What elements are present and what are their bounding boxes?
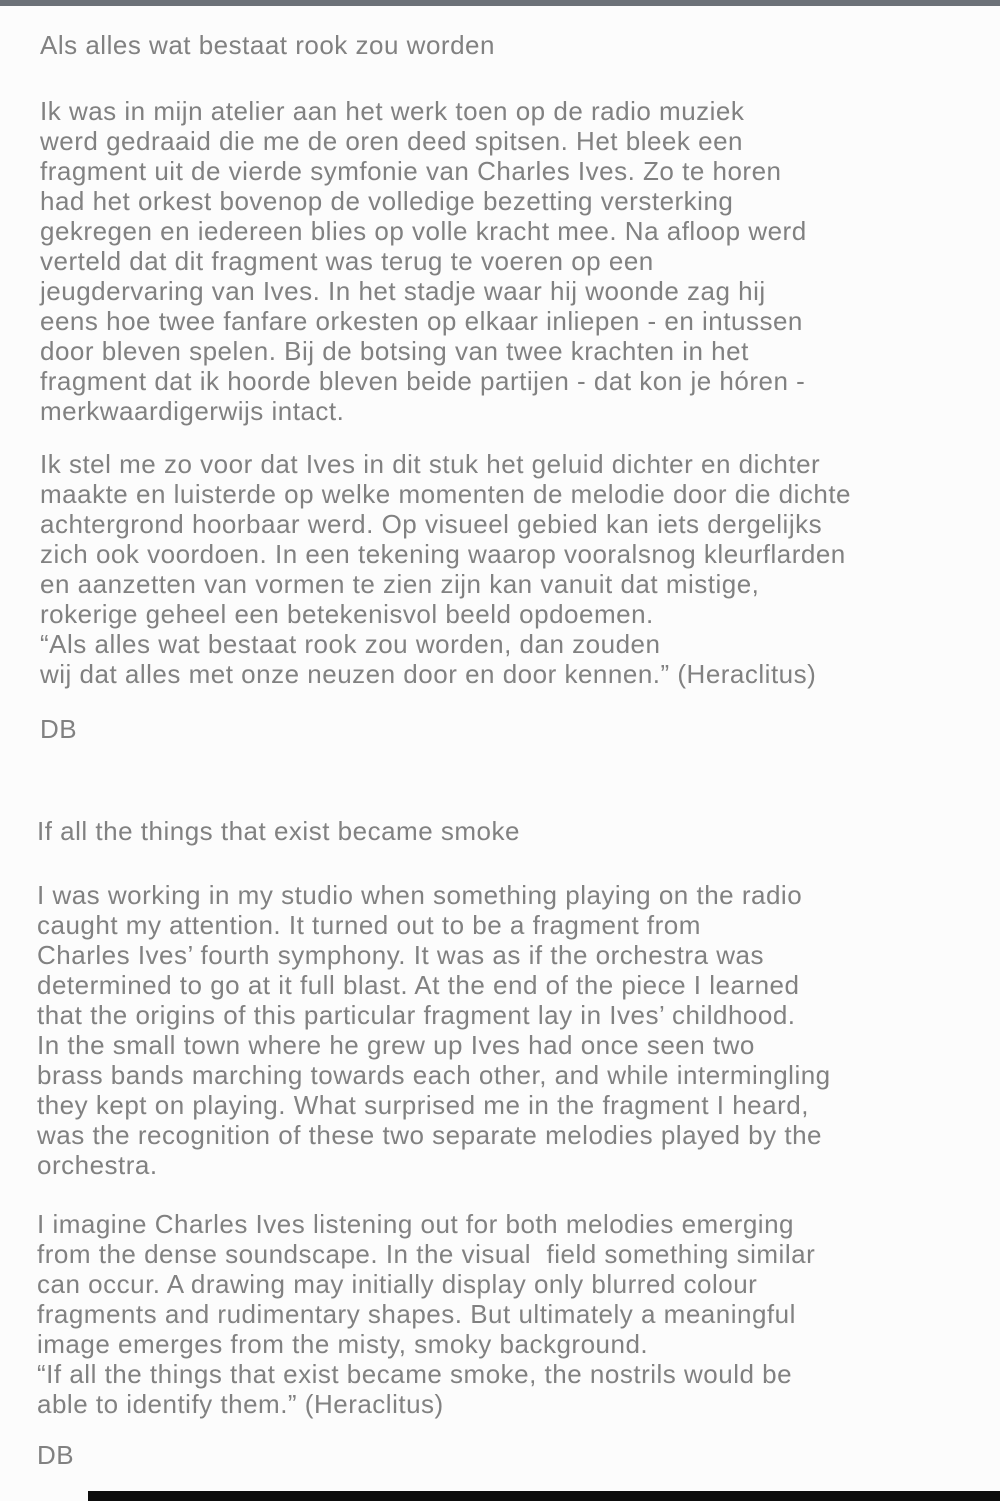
english-paragraph-2: [37, 1209, 815, 1419]
text-line: from the dense soundscape. In the visual field something similar: [37, 1239, 816, 1269]
text-line: en aanzetten van vormen te zien zijn kan vanuit dat mistige,: [40, 569, 760, 599]
window-top-bar: [0, 0, 1000, 6]
text-line: that the origins of this particular fragment lay in Ives’ childhood.: [37, 1000, 796, 1030]
text-line: they kept on playing. What surprised me in the fragment I heard,: [37, 1090, 809, 1120]
text-line: achtergrond hoorbaar werd. Op visueel gebied kan iets dergelijks: [40, 509, 823, 539]
text-line: Charles Ives’ fourth symphony. It was as if the orchestra was: [37, 940, 765, 970]
text-line: fragment dat ik hoorde bleven beide partijen - dat kon je hóren -: [40, 366, 806, 396]
text-line: rokerige geheel een betekenisvol beeld opdoemen.: [40, 599, 654, 629]
dutch-paragraph-2: [40, 449, 851, 689]
english-title: If all the things that exist became smoke: [37, 816, 520, 846]
text-line: I imagine Charles Ives listening out for both melodies emerging: [37, 1209, 794, 1239]
text-line: door bleven spelen. Bij de botsing van twee krachten in het: [40, 336, 749, 366]
text-line: fragments and rudimentary shapes. But ultimately a meaningful: [37, 1299, 796, 1329]
text-line: I was working in my studio when something playing on the radio: [37, 880, 803, 910]
text-line: caught my attention. It turned out to be a fragment from: [37, 910, 701, 940]
text-line: wij dat alles met onze neuzen door en door kennen.” (Heraclitus): [40, 659, 817, 689]
english-paragraph-1: [37, 880, 831, 1180]
text-line: “If all the things that exist became smoke, the nostrils would be: [37, 1359, 793, 1389]
text-line: determined to go at it full blast. At the end of the piece I learned: [37, 970, 800, 1000]
english-signature: DB: [37, 1440, 75, 1470]
text-line: eens hoe twee fanfare orkesten op elkaar inliepen - en intussen: [40, 306, 803, 336]
text-line: “Als alles wat bestaat rook zou worden, dan zouden: [40, 629, 661, 659]
text-line: had het orkest bovenop de volledige bezetting versterking: [40, 186, 734, 216]
text-line: maakte en luisterde op welke momenten de melodie door die dichte: [40, 479, 852, 509]
text-line: werd gedraaid die me de oren deed spitsen. Het bleek een: [40, 126, 743, 156]
text-line: fragment uit de vierde symfonie van Charles Ives. Zo te horen: [40, 156, 782, 186]
text-line: image emerges from the misty, smoky background.: [37, 1329, 649, 1359]
dutch-signature: DB: [40, 714, 78, 744]
text-line: Ik was in mijn atelier aan het werk toen op de radio muziek: [40, 96, 745, 126]
text-line: In the small town where he grew up Ives had once seen two: [37, 1030, 755, 1060]
text-line: merkwaardigerwijs intact.: [40, 396, 345, 426]
text-line: able to identify them.” (Heraclitus): [37, 1389, 444, 1419]
text-line: gekregen en iedereen blies op volle kracht mee. Na afloop werd: [40, 216, 807, 246]
text-line: verteld dat dit fragment was terug te voeren op een: [40, 246, 654, 276]
text-line: was the recognition of these two separate melodies played by the: [37, 1120, 823, 1150]
text-line: orchestra.: [37, 1150, 158, 1180]
text-line: can occur. A drawing may initially display only blurred colour: [37, 1269, 758, 1299]
bottom-bar: [88, 1491, 1000, 1501]
dutch-title: Als alles wat bestaat rook zou worden: [40, 30, 495, 60]
text-line: brass bands marching towards each other, and while intermingling: [37, 1060, 831, 1090]
text-line: jeugdervaring van Ives. In het stadje waar hij woonde zag hij: [40, 276, 766, 306]
text-line: zich ook voordoen. In een tekening waarop vooralsnog kleurflarden: [40, 539, 846, 569]
text-line: Ik stel me zo voor dat Ives in dit stuk het geluid dichter en dichter: [40, 449, 821, 479]
dutch-paragraph-1: [40, 96, 807, 426]
